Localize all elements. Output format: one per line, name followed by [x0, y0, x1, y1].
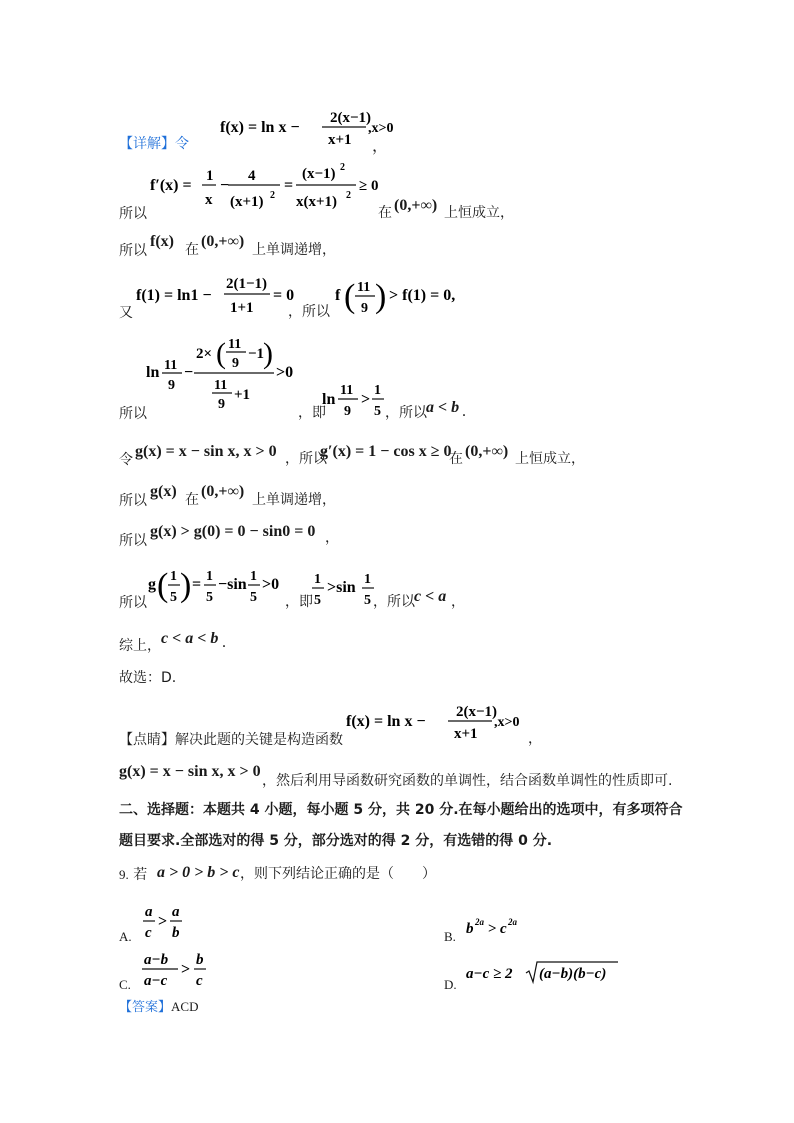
- svg-text:x: x: [205, 192, 213, 208]
- svg-text:): ): [263, 337, 273, 370]
- svg-text:≥ 0: ≥ 0: [359, 178, 379, 194]
- text: ，即: [298, 406, 326, 421]
- svg-text:(a−b)(b−c): (a−b)(b−c): [539, 966, 607, 982]
- svg-text:2×: 2×: [196, 346, 213, 362]
- math: c < a < b: [161, 630, 219, 647]
- svg-text:>0: >0: [276, 364, 294, 381]
- detail-line-10: [119, 637, 161, 655]
- text: 所以: [119, 533, 147, 549]
- svg-text:f(1) = ln1 −: f(1) = ln1 −: [136, 287, 212, 304]
- svg-text:b: b: [172, 925, 180, 941]
- formula-f1: [136, 272, 296, 318]
- question-number: 9.: [119, 867, 129, 882]
- math: g(x) > g(0) = 0 − sin0 = 0: [150, 523, 316, 540]
- svg-text:ln: ln: [146, 364, 160, 381]
- option-b-math: [466, 915, 530, 939]
- svg-text:g: g: [148, 576, 156, 593]
- svg-text:1+1: 1+1: [230, 300, 254, 316]
- svg-text:>0: >0: [262, 576, 280, 593]
- svg-text:2a: 2a: [475, 917, 484, 927]
- detail-line-6: [119, 451, 133, 469]
- svg-text:>sin: >sin: [327, 579, 356, 596]
- punct: ，: [372, 138, 389, 155]
- svg-text:1: 1: [250, 569, 257, 584]
- text: 在: [185, 243, 199, 258]
- option-d-label: D.: [444, 977, 457, 992]
- detail-line-3: [119, 242, 147, 260]
- punct: ，: [451, 595, 465, 610]
- svg-text:5: 5: [206, 590, 213, 605]
- svg-text:11: 11: [357, 280, 371, 295]
- svg-text:2a: 2a: [508, 917, 517, 927]
- punct: .: [222, 634, 226, 651]
- svg-text:9: 9: [361, 301, 368, 316]
- remark-line-2: ，然后利用导函数研究函数的单调性，结合函数单调性的性质即可.: [262, 773, 673, 789]
- text: 所以: [119, 206, 147, 222]
- svg-text:1: 1: [206, 168, 214, 184]
- formula-fifth-sin: [312, 566, 376, 610]
- svg-text:2(1−1): 2(1−1): [226, 276, 268, 292]
- interval: (0,+∞): [465, 443, 509, 460]
- text: 在: [185, 493, 199, 508]
- svg-text:2: 2: [270, 190, 275, 201]
- svg-text:,x>0: ,x>0: [368, 121, 394, 136]
- svg-text:1: 1: [364, 572, 371, 587]
- punct: ，: [325, 531, 339, 546]
- math: g(x) = x − sin x, x > 0: [135, 443, 277, 460]
- svg-text:a: a: [172, 904, 180, 920]
- svg-text:(: (: [216, 337, 226, 370]
- text: ，所以: [385, 406, 427, 421]
- text: 所以: [119, 406, 147, 422]
- svg-text:5: 5: [314, 593, 321, 608]
- svg-text:1: 1: [374, 383, 381, 398]
- detail-line-2: [119, 205, 147, 223]
- interval: (0,+∞): [394, 197, 438, 214]
- detail-label: 【详解】令: [119, 136, 189, 152]
- text: ，所以: [288, 305, 330, 320]
- text: 令: [119, 452, 133, 468]
- detail-line-11: 故选：D.: [119, 670, 177, 686]
- text: 若: [133, 867, 148, 883]
- svg-text:ln: ln: [322, 391, 336, 408]
- text: 上单调递增，: [252, 243, 336, 258]
- svg-text:>: >: [361, 391, 371, 408]
- interval: (0,+∞): [201, 483, 245, 500]
- math: f(x): [150, 233, 174, 250]
- svg-text:5: 5: [374, 404, 381, 419]
- svg-text:9: 9: [168, 378, 175, 393]
- svg-text:−1: −1: [248, 346, 265, 362]
- formula-f-def-2: [344, 702, 530, 746]
- math: c < a: [414, 588, 447, 605]
- svg-text:11: 11: [164, 358, 178, 373]
- math: g(x): [150, 483, 177, 500]
- detail-line-1: [119, 135, 189, 153]
- math: g(x) = x − sin x, x > 0: [119, 763, 261, 780]
- svg-text:(x+1): (x+1): [230, 194, 264, 210]
- svg-text:>: >: [181, 961, 191, 978]
- detail-line-5: [119, 405, 147, 423]
- answer-label: 【答案】: [119, 1000, 172, 1015]
- remark-line-1: [119, 731, 343, 749]
- svg-text:9: 9: [218, 397, 225, 412]
- text: 在: [449, 452, 463, 467]
- svg-text:= 0: = 0: [273, 287, 295, 304]
- svg-text:c: c: [500, 921, 507, 937]
- svg-text:b: b: [196, 952, 204, 968]
- math: g′(x) = 1 − cos x ≥ 0: [320, 443, 452, 460]
- svg-text:x+1: x+1: [454, 726, 478, 742]
- svg-text:2(x−1): 2(x−1): [330, 110, 372, 126]
- text: 上恒成立，: [444, 206, 514, 221]
- question-9: [119, 866, 147, 884]
- section-heading-line-2: 题目要求.全部选对的得 5 分，部分选对的得 2 分，有选错的得 0 分.: [119, 833, 553, 849]
- svg-text:> f(1) = 0,: > f(1) = 0,: [389, 287, 456, 304]
- formula-ln-ineq: [146, 335, 298, 413]
- svg-text:f(x) = ln x −: f(x) = ln x −: [220, 119, 300, 136]
- formula-f-def: [218, 108, 394, 152]
- formula-f-compare: [335, 274, 465, 320]
- svg-text:f′(x) =: f′(x) =: [150, 177, 192, 194]
- text: ，则下列结论正确的是（ ）: [240, 867, 436, 882]
- svg-text:=: =: [192, 576, 202, 593]
- punct: ，: [528, 732, 542, 747]
- svg-text:2: 2: [346, 190, 351, 201]
- math: a > 0 > b > c: [157, 864, 240, 881]
- svg-text:): ): [180, 567, 192, 604]
- text: 在: [378, 206, 392, 221]
- svg-text:(: (: [157, 567, 169, 604]
- text: ，所以: [285, 452, 327, 467]
- svg-text:4: 4: [248, 168, 256, 184]
- svg-text:1: 1: [314, 572, 321, 587]
- svg-text:a−b: a−b: [144, 952, 169, 968]
- text: 上单调递增，: [252, 493, 336, 508]
- svg-text:9: 9: [344, 404, 351, 419]
- formula-ln-ineq2: [322, 378, 388, 420]
- text: 又: [119, 305, 133, 321]
- svg-text:(x−1): (x−1): [302, 166, 336, 182]
- detail-line-8: [119, 532, 147, 550]
- svg-text:f: f: [335, 287, 341, 304]
- svg-text:b: b: [466, 921, 474, 937]
- svg-text:5: 5: [250, 590, 257, 605]
- svg-text:−: −: [184, 364, 194, 381]
- svg-text:f(x) = ln x −: f(x) = ln x −: [346, 713, 426, 730]
- math: a < b: [426, 399, 460, 416]
- svg-text:1: 1: [170, 569, 177, 584]
- svg-text:11: 11: [214, 378, 228, 393]
- svg-text:−: −: [220, 177, 230, 194]
- svg-text:a−c: a−c: [144, 973, 168, 989]
- interval: (0,+∞): [201, 233, 245, 250]
- svg-text:(: (: [344, 278, 356, 315]
- svg-text:+1: +1: [234, 387, 251, 403]
- option-d-math: [466, 958, 622, 986]
- option-c-math: [142, 948, 214, 992]
- svg-text:c: c: [145, 925, 152, 941]
- option-a-math: [142, 900, 188, 944]
- svg-text:2: 2: [340, 162, 345, 173]
- option-a-label: A.: [119, 929, 132, 944]
- option-b-label: B.: [444, 929, 456, 944]
- detail-line-7: [119, 492, 147, 510]
- svg-text:1: 1: [206, 569, 213, 584]
- svg-text:−sin: −sin: [218, 576, 247, 593]
- detail-line-9: [119, 594, 147, 612]
- text: 所以: [119, 595, 147, 611]
- option-c-label: C.: [119, 977, 131, 992]
- svg-text:): ): [375, 278, 387, 315]
- svg-text:>: >: [158, 913, 168, 930]
- answer-line: [119, 998, 198, 1017]
- svg-text:,x>0: ,x>0: [494, 715, 520, 730]
- text: ，所以: [373, 595, 415, 610]
- detail-line-4: [119, 304, 133, 322]
- text: 所以: [119, 243, 147, 259]
- text: 【点睛】解决此题的关键是构造函数: [119, 732, 343, 748]
- svg-text:5: 5: [170, 590, 177, 605]
- text: 综上，: [119, 638, 161, 654]
- formula-g-fifth: [148, 563, 288, 609]
- section-heading-line-1: 二、选择题：本题共 4 小题，每小题 5 分，共 20 分.在每小题给出的选项中，有多项符合: [119, 802, 683, 818]
- svg-text:>: >: [488, 921, 497, 937]
- svg-text:c: c: [196, 973, 203, 989]
- svg-text:11: 11: [228, 337, 242, 352]
- text: 所以: [119, 493, 147, 509]
- svg-text:9: 9: [232, 356, 239, 371]
- text: 上恒成立，: [515, 452, 585, 467]
- svg-text:x(x+1): x(x+1): [296, 194, 338, 210]
- svg-text:=: =: [284, 177, 294, 194]
- svg-text:5: 5: [364, 593, 371, 608]
- svg-text:2(x−1): 2(x−1): [456, 704, 498, 720]
- answer-value: ACD: [171, 999, 199, 1014]
- text: ，即: [285, 595, 313, 610]
- svg-text:a: a: [145, 904, 153, 920]
- punct: .: [462, 403, 466, 420]
- svg-text:a−c ≥ 2: a−c ≥ 2: [466, 966, 513, 982]
- formula-f-derivative: [150, 160, 382, 218]
- svg-text:11: 11: [340, 383, 354, 398]
- svg-text:x+1: x+1: [328, 132, 352, 148]
